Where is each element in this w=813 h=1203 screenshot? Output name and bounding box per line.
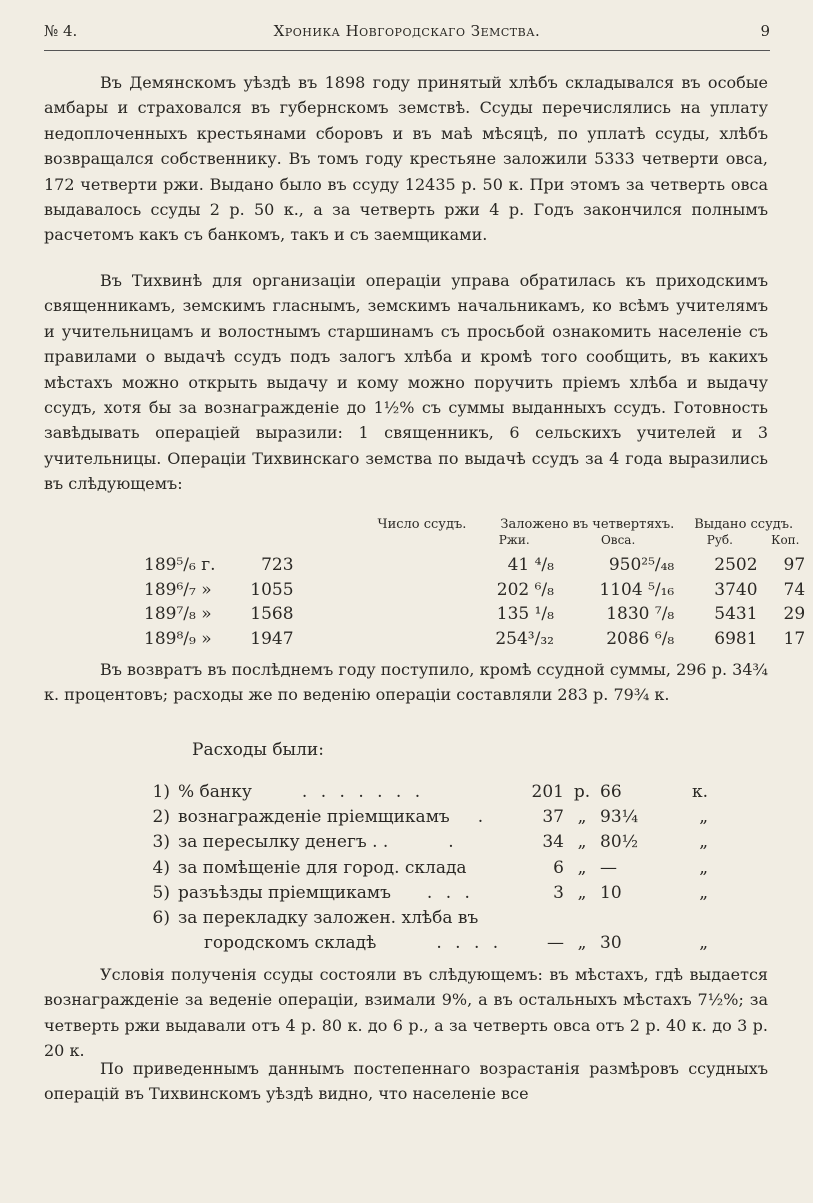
leader-dots: . <box>477 807 488 828</box>
row-rub: 2502 <box>714 555 758 575</box>
list-item: 3) за пересылку денегъ . . . 34 „ 80½ „ <box>140 830 712 855</box>
row-kop: 29 <box>783 604 806 624</box>
table-row <box>140 553 809 578</box>
row-oats: 2086 ⁶/₈ <box>606 628 675 649</box>
header-oats: Овса. <box>600 533 636 547</box>
expense-label: за помѣщеніе для город. склада <box>178 857 467 878</box>
loans-table-subheader <box>140 533 809 553</box>
row-rub: 3740 <box>714 579 758 600</box>
page-number: 9 <box>760 22 770 40</box>
row-rye: 254³/₃₂ <box>495 628 554 649</box>
row-count: 1947 <box>250 628 294 649</box>
row-oats: 1830 ⁷/₈ <box>606 604 675 624</box>
row-year: 189⁶/₇ » <box>144 579 212 600</box>
table-row <box>140 627 809 652</box>
row-rye: 202 ⁶/₈ <box>496 579 554 600</box>
expense-label: за перекладку заложен. хлѣба въ <box>178 908 479 929</box>
row-count: 723 <box>261 555 294 575</box>
expense-amount: 3 <box>553 882 564 903</box>
list-item: городскомъ складѣ . . . . — „ 30 „ <box>140 931 712 956</box>
header-count: Число ссудъ. <box>377 517 467 532</box>
loans-table <box>140 517 809 651</box>
leader-dots: . . . . . . . <box>301 782 425 802</box>
list-item: 6) за перекладку заложен. хлѣба въ <box>152 908 479 929</box>
expense-amount: 201 <box>531 782 564 802</box>
header-rye: Ржи. <box>498 533 530 547</box>
header-kop: Коп. <box>771 533 800 547</box>
row-kop: 17 <box>783 628 806 649</box>
row-oats: 1104 ⁵/₁₆ <box>599 579 675 600</box>
leader-dots: . . . <box>426 882 474 903</box>
expense-label: разъѣзды пріемщикамъ <box>178 882 391 903</box>
list-item: 4) за помѣщеніе для город. склада 6 „ — „ <box>140 856 712 881</box>
expense-label: за пересылку денегъ . . <box>178 832 389 853</box>
expense-label: % банку <box>178 782 252 802</box>
loans-table-header <box>140 517 809 533</box>
table-row <box>140 602 809 627</box>
expense-amount: 6 <box>553 857 564 878</box>
list-item: 5) разъѣзды пріемщикамъ . . . 3 „ 10 „ <box>140 881 712 906</box>
paragraph-demyansk: Въ Демянскомъ уѣздѣ въ 1898 году принятый хлѣбъ складывался въ особые амбары и страховался въ губернскомъ земствѣ. Ссуды перечислялись на уплату недоплоченныхъ крестьянами сборовъ и въ маѣ мѣсяцѣ, по уплатѣ ссуды, хлѣбъ возвращался собственнику. Въ томъ году крестьяне заложили 5333 четверти овса, 172 четверти ржи. Выдано было въ ссуду 12435 р. 50 к. При этомъ за четверть овса выдавалось ссуды 2 р. 50 к., а за четверть ржи 4 р. Годъ закончился полнымъ расчетомъ какъ съ банкомъ, такъ и съ заемщиками. <box>44 73 768 245</box>
expense-label: городскомъ складѣ <box>204 933 377 954</box>
row-kop: 74 <box>783 579 806 600</box>
table-row <box>140 578 809 603</box>
expenses-heading: Расходы были: <box>192 740 324 760</box>
row-count: 1568 <box>250 604 294 624</box>
expense-amount: — <box>547 933 564 954</box>
journal-title: Хроника Новгородскаго Земства. <box>273 22 541 40</box>
paragraph-returns: Въ возвратъ въ послѣднемъ году поступило, кромѣ ссудной суммы, 296 р. 34¾ к. процентовъ; расходы же по веденію операціи составляли 283 р. 79¾ к. <box>44 660 768 705</box>
running-header <box>44 22 770 48</box>
row-count: 1055 <box>250 579 294 600</box>
leader-dots: . . . . <box>436 933 503 954</box>
row-year: 189⁸/₉ » <box>144 628 212 649</box>
header-rule <box>44 50 770 51</box>
paragraph-conclusion: По приведеннымъ даннымъ постепеннаго возрастанія размѣровъ ссудныхъ операцій въ Тихвинскомъ уѣздѣ видно, что населеніе все <box>44 1059 768 1104</box>
paragraph-tikhvin: Въ Тихвинѣ для организаціи операціи управа обратилась къ приходскимъ священникамъ, земскимъ гласнымъ, земскимъ начальникамъ, ко всѣмъ учителямъ и учительницамъ и волостнымъ старшинамъ съ просьбой ознакомить населеніе съ правилами о выдачѣ ссудъ подъ залогъ хлѣба и кромѣ того сообщить, въ какихъ мѣстахъ можно открыть выдачу и кому можно поручить пріемъ хлѣба и выдачу ссудъ, хотя бы за вознагражденіе до 1½% съ суммы выданныхъ ссудъ. Готовность завѣдывать операціей выразили: 1 священникъ, 6 сельскихъ учителей и 3 учительницы. Операціи Тихвинскаго земства по выдачѣ ссудъ за 4 года выразились въ слѣдующемъ: <box>44 271 768 494</box>
row-year: 189⁵/₆ г. <box>144 555 216 575</box>
expense-amount: 34 <box>542 832 564 853</box>
row-kop: 97 <box>783 555 806 575</box>
row-oats: 950²⁵/₄₈ <box>608 555 675 575</box>
leader-dots: . <box>448 832 458 853</box>
expense-amount: 37 <box>542 807 564 828</box>
expense-label: вознагражденіе пріемщикамъ <box>178 807 450 828</box>
issue-number: № 4. <box>44 22 78 40</box>
paragraph-conditions: Условія полученія ссуды состояли въ слѣдующемъ: въ мѣстахъ, гдѣ выдается вознагражденіе за веденіе операціи, взимали 9%, а въ остальныхъ мѣстахъ 7½%; за четверть ржи выдавали отъ 4 р. 80 к. до 6 р., а за четверть овса отъ 2 р. 40 к. до 3 р. 20 к. <box>44 965 768 1061</box>
header-pledged: Заложено въ четвертяхъ. <box>500 517 675 532</box>
expenses-list <box>140 780 712 956</box>
row-rub: 6981 <box>714 628 758 649</box>
row-rub: 5431 <box>714 604 758 624</box>
list-item: 2) вознагражденіе пріемщикамъ . 37 „ 93¼ „ <box>140 805 712 830</box>
header-rub: Руб. <box>706 533 733 547</box>
row-rye: 135 ¹/₈ <box>496 604 554 624</box>
row-year: 189⁷/₈ » <box>144 604 212 624</box>
row-rye: 41 ⁴/₈ <box>507 555 554 575</box>
header-issued: Выдано ссудъ. <box>694 517 794 532</box>
list-item: 1) % банку . . . . . . . 201 р. 66 к. <box>140 780 712 805</box>
